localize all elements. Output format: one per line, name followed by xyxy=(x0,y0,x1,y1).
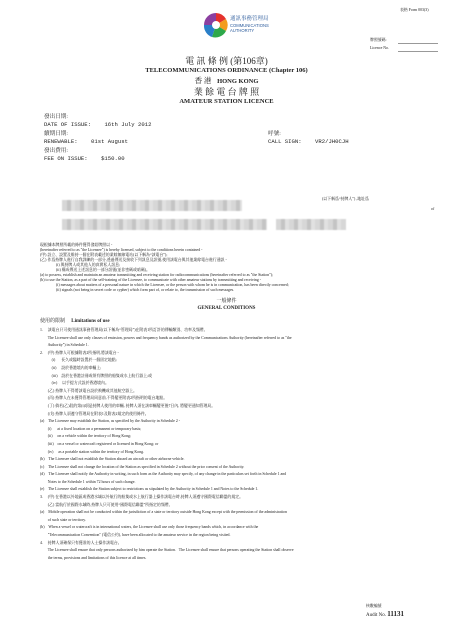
audit-number: 11131 xyxy=(387,610,404,618)
renew-label-en: RENEWABLE: xyxy=(44,138,78,145)
renew-field xyxy=(44,139,128,145)
licence-no-line xyxy=(398,43,438,44)
limits-heading-en: Limitations of use xyxy=(71,319,110,324)
renew-label-zh: 續期日期: xyxy=(44,131,68,137)
grant-line: (乙) 作爲持牌人進行自我訓練的一部分,透過傳送及接收下列訊息及訊號,使用該電台與其他業餘電台進行通訊 - xyxy=(40,258,227,262)
condition-line: (e) The Licensee shall establish the Station subject to restrictions as stipulated by the Authority in Schedule 1 and Notes to the Schedule 1. xyxy=(40,487,259,492)
issue-label-zh: 發出日期: xyxy=(44,114,68,120)
fee-label-en: FEE ON ISSUE: xyxy=(44,155,88,162)
callsign-field xyxy=(268,139,349,145)
condition-line: The Licensee shall ensure that only persons authorized by him operate the Station. The Licensee shall ensure that persons operating the Station shall observe xyxy=(40,548,294,553)
authority-logo-icon xyxy=(203,12,229,38)
issue-label-en: DATE OF ISSUE: xyxy=(44,121,91,128)
licence-no-label-zh: 牌照號碼: xyxy=(370,38,387,42)
condition-line: (c) The Licensee shall not change the location of the Station as specified in Schedule 2 without the prior consent of the Authority. xyxy=(40,464,245,469)
redacted-holder-address-2 xyxy=(276,219,346,230)
fee-value: $150.00 xyxy=(101,155,125,162)
condition-line: 1. 該電台只可使用通訊事務管理局(以下稱為“管理局”)在附表1所訂許的傳輸類別、功率及頻帶。 xyxy=(40,328,208,332)
grant-clause xyxy=(40,243,289,293)
place-en: HONG KONG xyxy=(217,78,259,85)
holder-note: (以下稱爲“持牌人”) ,地址爲 xyxy=(322,197,369,201)
limits-heading xyxy=(40,319,110,325)
condition-line: (iii) on a vessel or watercraft registered or licensed in Hong Kong; or xyxy=(40,441,159,446)
condition-line: (d) The Licensee shall notify the Authority in writing, in such form as the Authority may specify, of any change in the particulars set forth in Schedule 1 and xyxy=(40,472,287,477)
condition-line: (丁) 倘若(乙)段的第(i)項是持牌人使用的車輛, 持牌人須在該車輛變更後7日內, 將變更通知管理局。 xyxy=(40,403,216,408)
issue-field xyxy=(44,122,151,128)
authority-english-line-2: AUTHORITY xyxy=(230,27,255,33)
condition-line: (b) The Licensee shall not establish the Station aboard an aircraft or other airborne vehicle. xyxy=(40,457,185,462)
condition-line: (iv) 以手提方式設於香港境內。 xyxy=(40,381,109,386)
redacted-holder-address xyxy=(62,219,267,230)
grant-line: (hereinafter referred to as "the Licensee") is hereby licensed, subject to the conditions herein contained - xyxy=(40,248,203,252)
condition-line: 4. 持牌人須確保只有獲准的人士操作該電台。 xyxy=(40,540,122,545)
fee-field xyxy=(44,156,125,162)
condition-line: 2. (甲) 持牌人可根據附表2所指明,將該電台 - xyxy=(40,350,119,355)
grant-line: (ii) signals (not being in secret code or cypher) which form part of, or relate to, the transmission of such messages. xyxy=(56,288,235,292)
conditions-heading-en: GENERAL CONDITIONS xyxy=(197,306,256,311)
condition-line: Authority") in Schedule 1. xyxy=(40,343,89,348)
condition-line: (乙) 持牌人不得將該電台設於飛機或其他航空器上。 xyxy=(40,388,137,393)
condition-line: Notes to the Schedule 1 within 72 hours of such change. xyxy=(40,479,136,484)
licence-no-label-en: Licence No. xyxy=(370,46,390,50)
condition-line: (ii) 設於香港境內的車輛上; xyxy=(40,365,102,370)
condition-line: (a) Mobile operation shall not be conducted within the jurisdiction of a state or territory outside Hong Kong except with the permission of the administration xyxy=(40,510,287,515)
ordinance-heading-en: TELECOMMUNICATIONS ORDINANCE (Chapter 106) xyxy=(145,67,308,74)
condition-line: of such state or territory. xyxy=(40,517,86,522)
condition-line: (乙) 當航行於國際水域時,持牌人只可使用“國際電信聯盟”所指定的頻帶。 xyxy=(40,502,173,507)
authority-english-line-1: COMMUNICATIONS xyxy=(230,22,269,28)
conditions-heading-zh: 一般條件 xyxy=(216,299,237,304)
licence-no-line-2 xyxy=(398,51,438,52)
authority-chinese-name: 通訊事務管理局 xyxy=(230,16,269,22)
audit-label-en: Audit No. xyxy=(366,613,386,618)
callsign-label-zh: 呼號: xyxy=(268,131,281,137)
form-label: 表格 Form 003(3) xyxy=(400,8,429,12)
condition-line: The Licensee shall use only classes of emission, powers and frequency bands as authorized by the Communications Authority (hereinafter referred to as "the xyxy=(40,335,292,340)
condition-line: (b) When a vessel or watercraft is in international waters, the Licensee shall use only those frequency bands which, in accordance with the xyxy=(40,525,259,530)
condition-line: (iii) 設於在香港註冊或領有牌照的船隻或水上航行器上;或 xyxy=(40,373,152,378)
grant-line: (b) to use the Station, as a part of the self-training of the Licensee, to communicate with other amateur stations by transmitting and receiving - xyxy=(40,278,262,282)
audit-label-zh: 核數編號 xyxy=(366,604,382,608)
grant-line: (i) messages about matters of a personal nature in which the Licensee, or the person with whom he is in communication, has been directly concerned; xyxy=(56,283,289,287)
place-heading xyxy=(0,76,453,86)
holder-of: of xyxy=(431,207,435,211)
redacted-holder-name xyxy=(62,200,242,211)
limits-heading-zh: 使用的限制 xyxy=(40,319,66,324)
renew-value: 01st August xyxy=(91,138,128,145)
condition-line: (a) The Licensee may establish the Station, as specified by the Authority in Schedule 2 - xyxy=(40,419,181,424)
conditions-body xyxy=(40,327,294,562)
authority-name xyxy=(230,16,269,33)
grant-line: 現根據本牌照所載的條件獲得發給牌照以 - xyxy=(40,243,113,247)
audit-field xyxy=(366,611,404,619)
condition-line: "Telecommunication Convention" (電信公約), have been allocated to the amateur service in the region being visited. xyxy=(40,533,231,538)
grant-line: (甲) 設立、設置及維持一個在附表載述的業餘無線電站(以下稱為“該電台”); xyxy=(40,253,168,257)
condition-line: (丙) 持牌人在未獲得管理局同意前,不得變更附表2所指明的電台地點。 xyxy=(40,396,168,401)
place-zh: 香 港 xyxy=(194,76,212,85)
licence-heading-zh: 業 餘 電 台 牌 照 xyxy=(193,87,260,97)
issue-value: 16th July 2012 xyxy=(104,121,152,128)
condition-line: the terms, provisions and limitations of this licence at all times. xyxy=(40,555,147,560)
grant-line: (i) 與持牌人或其他人的真實私人訊息; xyxy=(56,263,121,267)
condition-line: (i) 長久或臨時設置於一個固定地點; xyxy=(40,358,117,363)
condition-line: (ii) on a vehicle within the territory of Hong Kong; xyxy=(40,434,132,439)
ordinance-heading-zh: 電 訊 條 例 (第106章) xyxy=(185,56,268,66)
fee-label-zh: 發出費用: xyxy=(44,148,68,154)
grant-line: (a) to possess, establish and maintain an amateur transmitting and receiving station for radiocommunications (hereinafter referred to as "the Station"); xyxy=(40,273,274,277)
condition-line: (iv) as a portable station within the territory of Hong Kong. xyxy=(40,449,145,454)
condition-line: (i) at a fixed location on a permanent or temporary basis; xyxy=(40,426,142,431)
callsign-value: VR2/JH0CJH xyxy=(315,138,349,145)
licence-heading-en: AMATEUR STATION LICENCE xyxy=(179,98,274,105)
grant-line: (ii) 構成傳送上述訊息的一部分訊號(並非密碼或暗碼)。 xyxy=(56,268,150,272)
condition-line: (戊) 持牌人須遵守管理局在附表1及附表2規定的使用條件。 xyxy=(40,411,149,416)
callsign-label-en: CALL SIGN: xyxy=(268,138,302,145)
condition-line: 3. (甲) 在香港以外地區或香港水域以外航行的船隻或水上航行器上操作該電台時,持牌人須遵守國際電信聯盟的規定。 xyxy=(40,495,243,500)
